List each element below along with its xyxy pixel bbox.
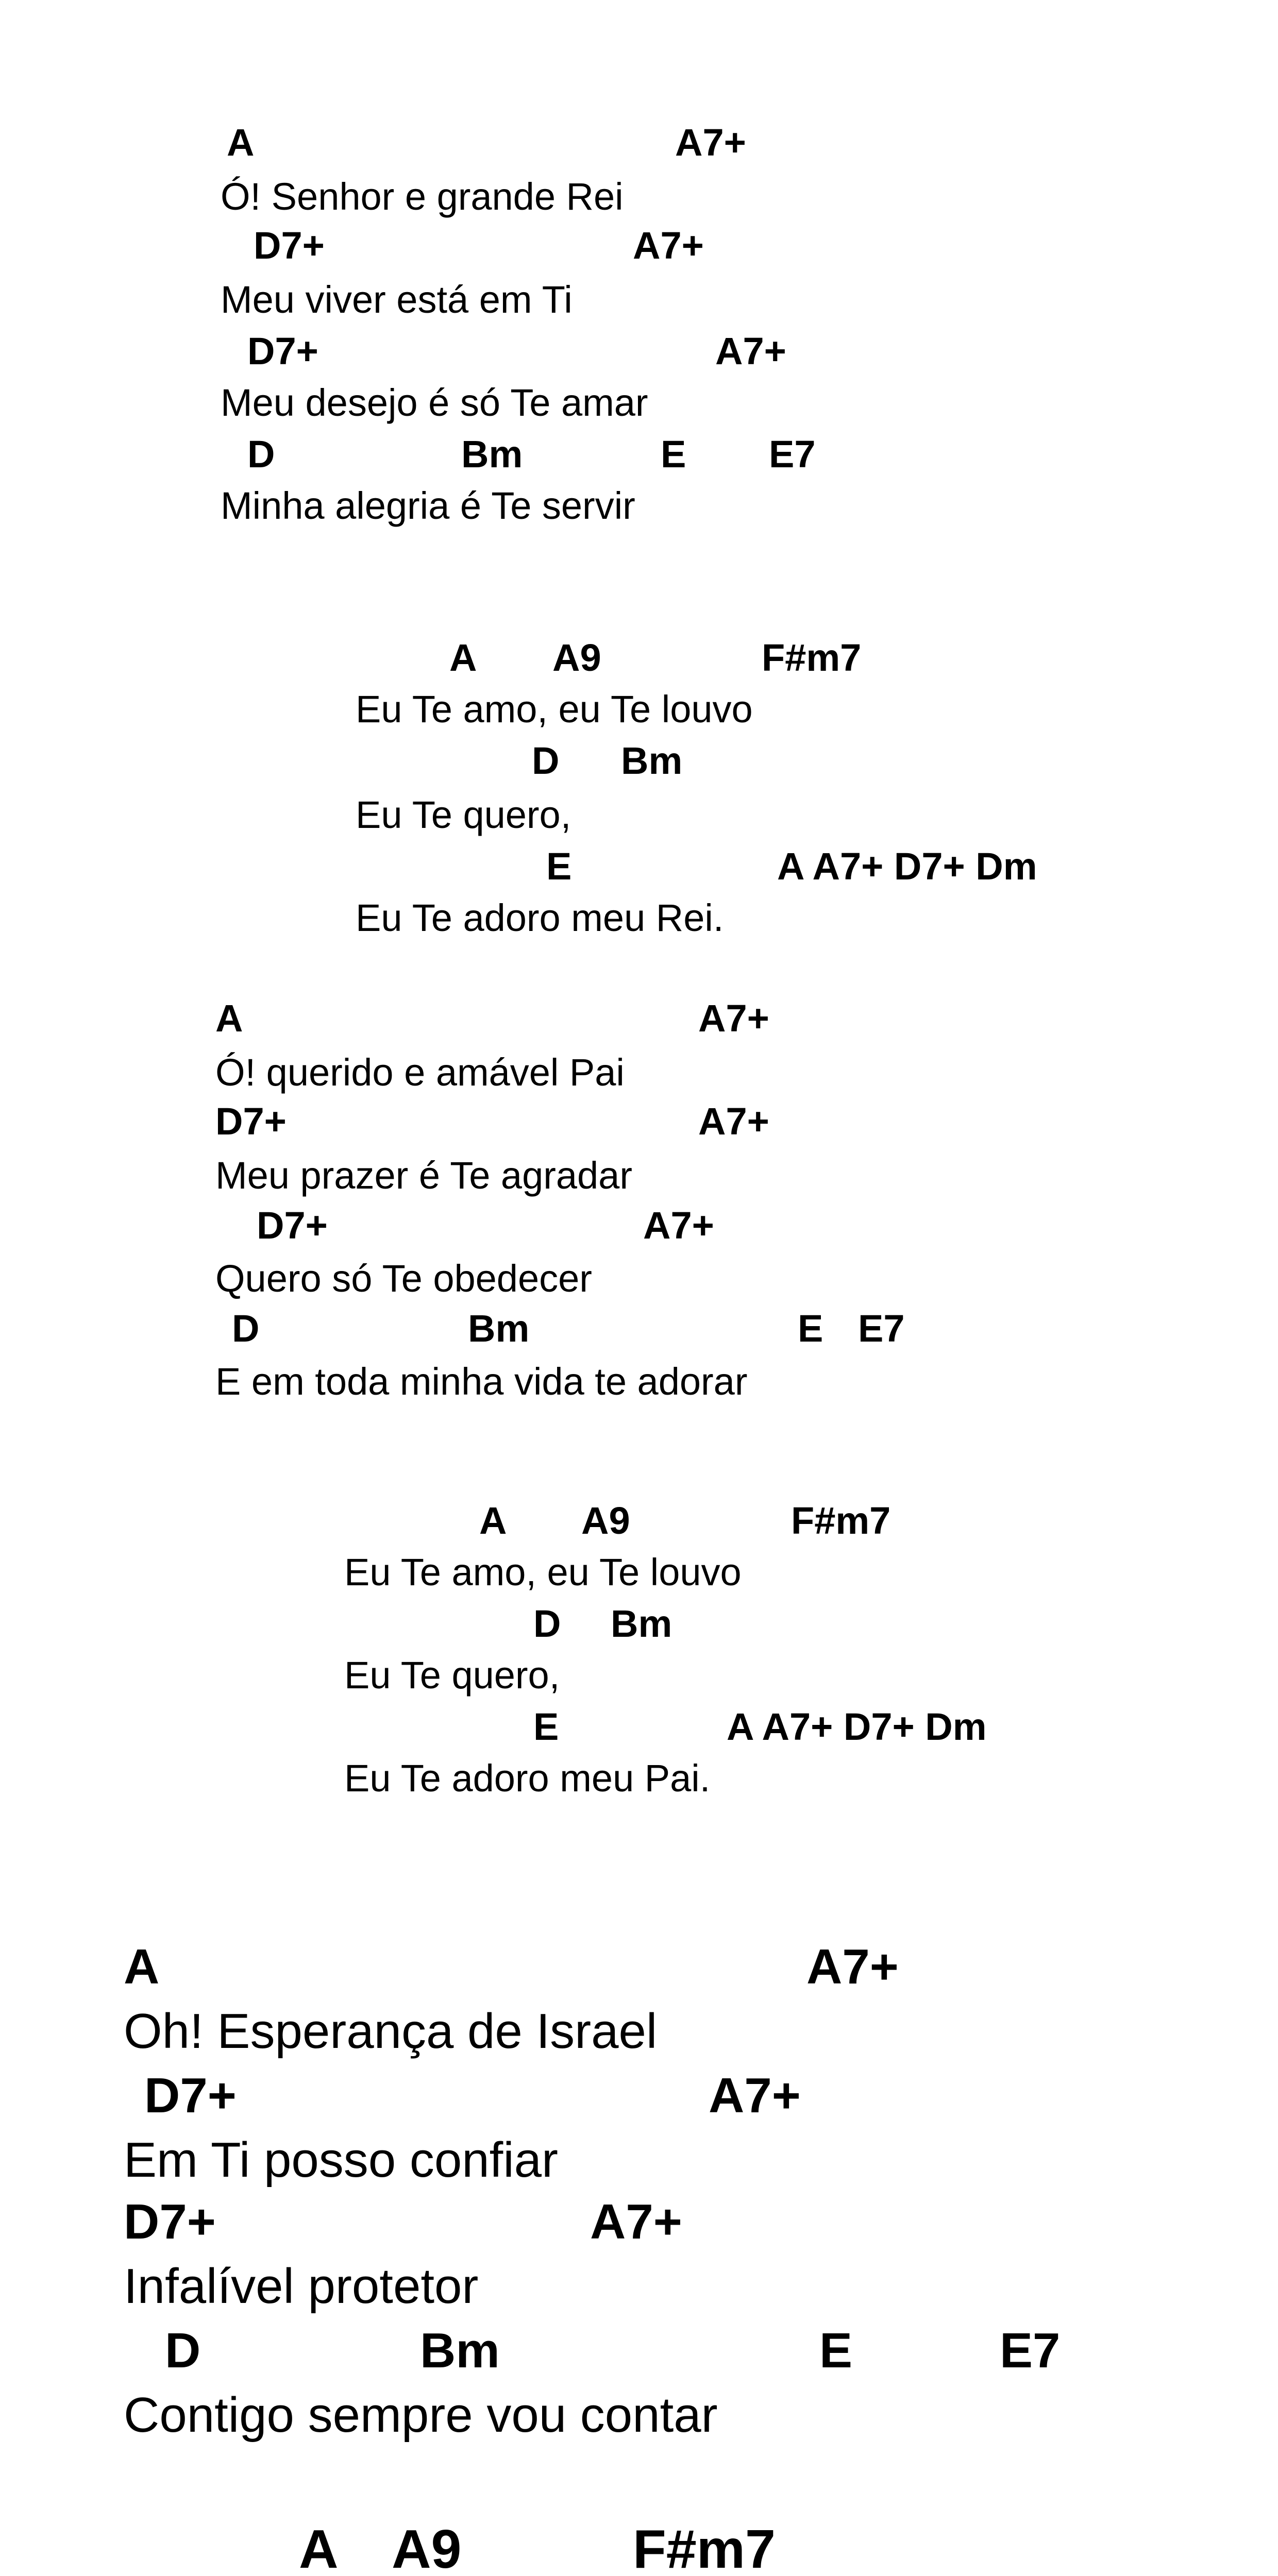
- lyric-line: Ó! querido e amável Pai: [215, 1051, 625, 1094]
- chord-symbol: D: [533, 1602, 561, 1645]
- chord-symbol: D: [232, 1307, 260, 1350]
- chord-symbol: A7+: [633, 224, 704, 267]
- lyric-line: Eu Te amo, eu Te louvo: [356, 688, 753, 731]
- chord-symbol: D: [165, 2323, 201, 2378]
- lyric-line: Eu Te quero,: [344, 1654, 560, 1697]
- chord-symbol: A: [479, 1499, 507, 1542]
- chord-symbol: A7+: [698, 997, 769, 1040]
- lyric-line: Eu Te adoro meu Rei.: [356, 896, 724, 939]
- chord-symbol: A: [215, 997, 243, 1040]
- lyric-line: Meu desejo é só Te amar: [221, 381, 648, 424]
- lyric-line: Meu prazer é Te agradar: [215, 1154, 632, 1197]
- chord-symbol: A: [124, 1939, 160, 1994]
- chord-symbol: D: [247, 433, 275, 476]
- chord-symbol: E: [533, 1705, 559, 1748]
- chord-symbol: A7+: [715, 330, 786, 372]
- lyric-line: Quero só Te obedecer: [215, 1257, 592, 1300]
- chord-symbol: A7+: [698, 1100, 769, 1143]
- chord-symbol: A7+: [643, 1204, 714, 1247]
- lyric-line: Ó! Senhor e grande Rei: [221, 175, 624, 218]
- chord-symbol: A9: [552, 636, 601, 679]
- chord-symbol: E: [798, 1307, 823, 1350]
- chord-symbol: E7: [858, 1307, 905, 1350]
- chord-symbol: A A7+ D7+ Dm: [727, 1705, 987, 1748]
- lyric-line: Meu viver está em Ti: [221, 278, 573, 321]
- chord-symbol: D7+: [124, 2194, 216, 2249]
- chord-symbol: F#m7: [791, 1499, 891, 1542]
- chord-symbol: A7+: [709, 2068, 801, 2123]
- lyric-line: Contigo sempre vou contar: [124, 2387, 718, 2443]
- lyric-line: Eu Te amo, eu Te louvo: [344, 1551, 742, 1594]
- chord-symbol: Bm: [420, 2323, 500, 2378]
- chord-symbol: A7+: [806, 1939, 899, 1994]
- chord-symbol: Bm: [461, 433, 523, 476]
- chord-symbol: A: [449, 636, 477, 679]
- chord-symbol: F#m7: [633, 2519, 776, 2576]
- chord-symbol: D7+: [247, 330, 318, 372]
- chord-symbol: D7+: [254, 224, 325, 267]
- chord-symbol: E: [661, 433, 686, 476]
- chord-symbol: A9: [581, 1499, 630, 1542]
- chord-symbol: A A7+ D7+ Dm: [777, 845, 1037, 888]
- lyric-line: Eu Te adoro meu Pai.: [344, 1757, 711, 1800]
- chord-symbol: E7: [1000, 2323, 1061, 2378]
- chord-symbol: E: [546, 845, 572, 888]
- chord-symbol: D7+: [215, 1100, 287, 1143]
- lyric-line: Eu Te quero,: [356, 793, 571, 836]
- chord-symbol: A9: [392, 2519, 462, 2576]
- chord-symbol: D7+: [257, 1204, 328, 1247]
- chord-symbol: Bm: [611, 1602, 672, 1645]
- lyric-line: Em Ti posso confiar: [124, 2132, 558, 2188]
- chord-symbol: Bm: [621, 739, 683, 782]
- chord-symbol: Bm: [468, 1307, 530, 1350]
- chord-symbol: A: [299, 2519, 339, 2576]
- chord-symbol: E7: [769, 433, 816, 476]
- chord-symbol: E: [819, 2323, 853, 2378]
- chord-symbol: F#m7: [762, 636, 862, 679]
- lyric-line: E em toda minha vida te adorar: [215, 1360, 748, 1403]
- chord-symbol: D: [532, 739, 560, 782]
- chord-symbol: A7+: [675, 121, 746, 164]
- lyric-line: Minha alegria é Te servir: [221, 484, 635, 527]
- chord-symbol: A7+: [590, 2194, 682, 2249]
- lyric-line: Infalível protetor: [124, 2259, 479, 2314]
- chord-symbol: D7+: [144, 2068, 237, 2123]
- lyric-line: Oh! Esperança de Israel: [124, 2004, 658, 2059]
- chord-symbol: A: [227, 121, 255, 164]
